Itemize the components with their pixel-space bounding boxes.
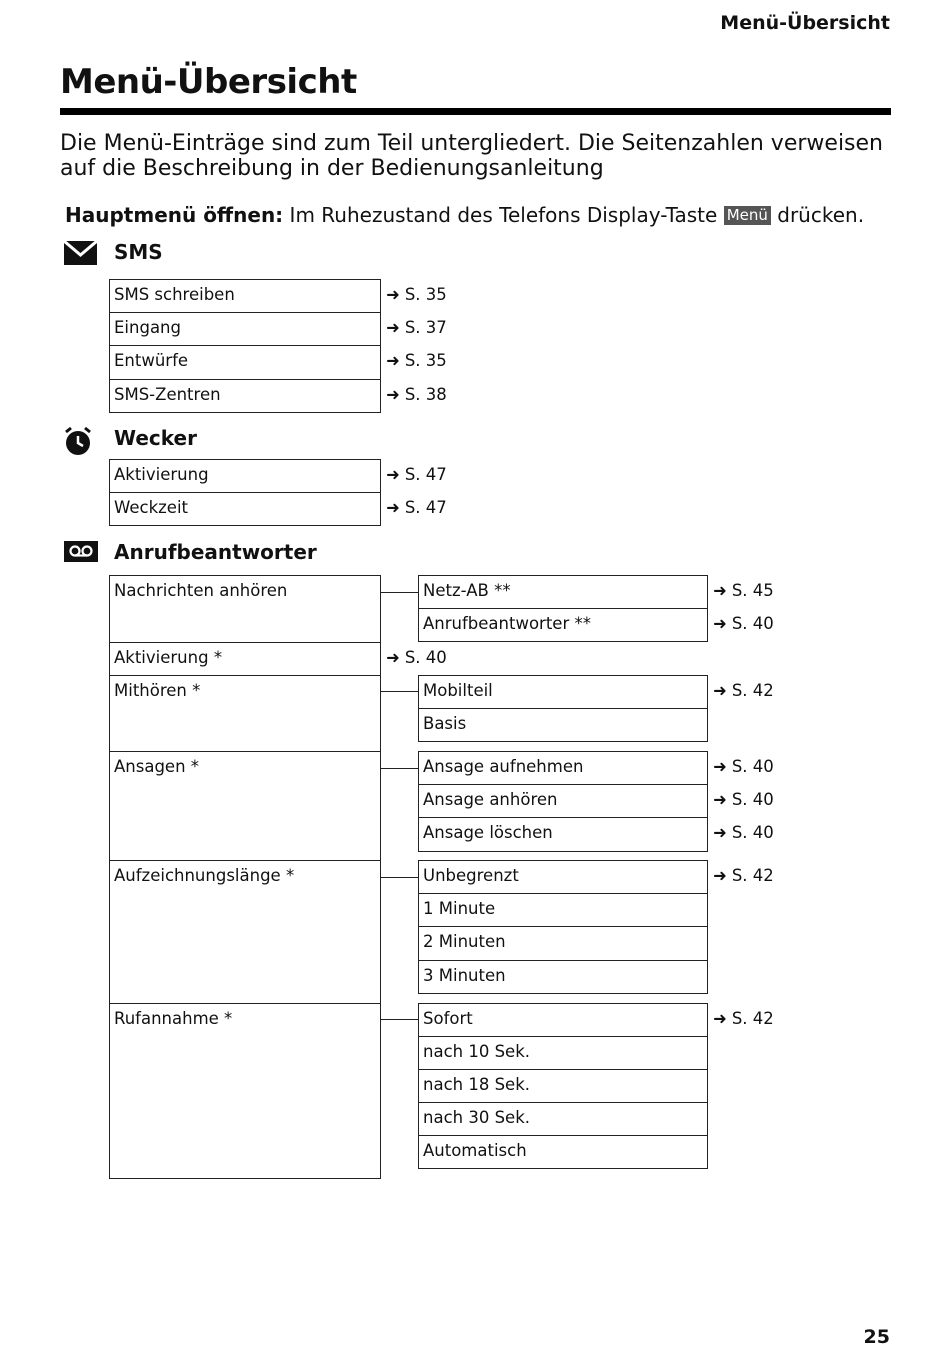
page-reference [713, 681, 774, 700]
page-reference [386, 285, 447, 304]
main-menu-instruction [65, 203, 864, 227]
submenu-item: nach 18 Sek. [418, 1069, 708, 1103]
running-header: Menü-Übersicht [720, 12, 890, 34]
arrow-icon: ➜ [386, 318, 400, 338]
menu-item: Entwürfe [109, 345, 381, 379]
submenu-item: Mobilteil [418, 675, 708, 709]
intro-text: Die Menü-Einträge sind zum Teil untergliedert. Die Seitenzahlen verweisen auf die Beschreibung in der Bedienungsanleitung [60, 131, 883, 181]
arrow-icon: ➜ [386, 384, 400, 404]
section-title-anrufbeantworter: Anrufbeantworter [114, 540, 317, 564]
submenu-item: nach 10 Sek. [418, 1036, 708, 1070]
submenu-item: Basis [418, 708, 708, 742]
page-reference [713, 823, 774, 842]
connector-line [381, 1019, 418, 1020]
section-title-wecker: Wecker [114, 426, 197, 450]
arrow-icon: ➜ [386, 465, 400, 484]
menu-item: SMS schreiben [109, 279, 381, 313]
alarm-clock-icon [64, 426, 92, 460]
page-reference [386, 351, 447, 370]
submenu-item: Sofort [418, 1003, 708, 1037]
page-reference [713, 790, 774, 809]
menu-item: Nachrichten anhören [109, 575, 381, 643]
arrow-icon: ➜ [713, 866, 727, 885]
connector-line [381, 877, 418, 878]
page-reference [713, 614, 774, 633]
page-reference [386, 648, 447, 667]
main-menu-text-after: drücken. [777, 203, 865, 227]
page-ref-text: S. 40 [731, 757, 774, 776]
page-ref-text: S. 47 [404, 498, 447, 518]
menu-item: SMS-Zentren [109, 379, 381, 413]
arrow-icon: ➜ [713, 614, 727, 634]
page-reference [713, 757, 774, 776]
arrow-icon: ➜ [713, 1008, 727, 1028]
arrow-icon: ➜ [386, 285, 400, 304]
submenu-item: Unbegrenzt [418, 860, 708, 894]
connector-line [381, 768, 418, 769]
voicemail-icon [64, 541, 98, 566]
page-ref-text: S. 35 [404, 351, 447, 371]
submenu-item: Automatisch [418, 1135, 708, 1169]
arrow-icon: ➜ [386, 498, 400, 518]
submenu-item: Netz-AB ** [418, 575, 708, 609]
submenu-item: 1 Minute [418, 893, 708, 927]
page-ref-text: S. 40 [404, 647, 447, 667]
page-reference [386, 385, 447, 404]
menu-key: Menü [724, 206, 771, 225]
submenu-item: 3 Minuten [418, 960, 708, 994]
arrow-icon: ➜ [713, 757, 727, 776]
menu-item: Eingang [109, 312, 381, 346]
title-rule [60, 108, 891, 115]
page-ref-text: S. 45 [731, 581, 774, 600]
page-reference [386, 465, 447, 484]
page-ref-text: S. 47 [404, 465, 447, 484]
menu-item: Rufannahme * [109, 1003, 381, 1180]
arrow-icon: ➜ [386, 647, 400, 667]
main-menu-label: Hauptmenü öffnen: [65, 203, 284, 227]
page-ref-text: S. 42 [731, 680, 774, 700]
page-number: 25 [863, 1326, 890, 1348]
arrow-icon: ➜ [713, 680, 727, 700]
submenu-item: nach 30 Sek. [418, 1102, 708, 1136]
section-title-sms: SMS [114, 240, 163, 264]
submenu-item: Anrufbeantworter ** [418, 608, 708, 642]
menu-item: Ansagen * [109, 751, 381, 861]
menu-item: Aktivierung [109, 459, 381, 493]
menu-item: Aktivierung * [109, 642, 381, 676]
page-reference [386, 318, 447, 337]
arrow-icon: ➜ [386, 351, 400, 371]
connector-line [381, 691, 418, 692]
submenu-item: Ansage anhören [418, 784, 708, 818]
menu-item: Mithören * [109, 675, 381, 753]
arrow-icon: ➜ [713, 581, 727, 600]
page-ref-text: S. 40 [731, 614, 774, 634]
connector-line [381, 592, 418, 593]
page-title: Menü-Übersicht [60, 62, 357, 102]
page-ref-text: S. 42 [731, 1008, 774, 1028]
menu-item: Weckzeit [109, 492, 381, 526]
page-ref-text: S. 37 [404, 318, 447, 338]
arrow-icon: ➜ [713, 790, 727, 810]
main-menu-text: Im Ruhezustand des Telefons Display-Taste [289, 203, 718, 227]
submenu-item: 2 Minuten [418, 926, 708, 960]
envelope-icon [64, 241, 97, 269]
page-reference [713, 581, 774, 600]
submenu-item: Ansage löschen [418, 817, 708, 851]
submenu-item: Ansage aufnehmen [418, 751, 708, 785]
page-reference [386, 498, 447, 517]
menu-item: Aufzeichnungslänge * [109, 860, 381, 1004]
page-ref-text: S. 35 [404, 285, 447, 304]
page-ref-text: S. 42 [731, 866, 774, 885]
page-reference [713, 866, 774, 885]
page-ref-text: S. 40 [731, 823, 774, 843]
page-ref-text: S. 38 [404, 384, 447, 404]
page-reference [713, 1009, 774, 1028]
page-ref-text: S. 40 [731, 790, 774, 810]
arrow-icon: ➜ [713, 823, 727, 843]
